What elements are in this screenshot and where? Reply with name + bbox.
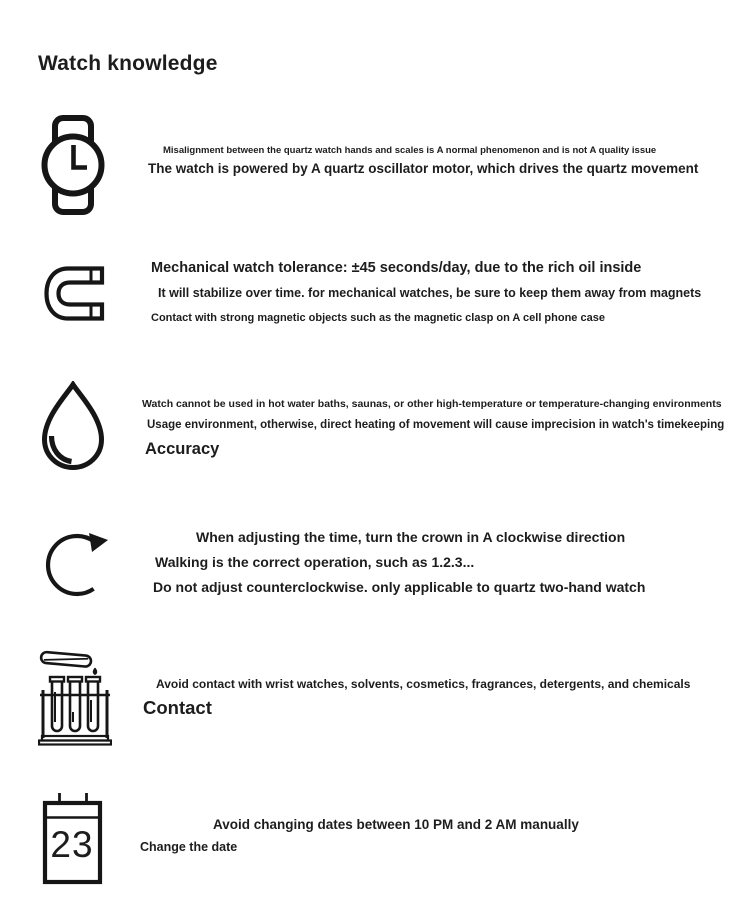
magnet-stabilize-text: It will stabilize over time. for mechanical watches, be sure to keep them away from magnets [158, 286, 702, 300]
clockwise-arrow-icon [44, 527, 112, 599]
hot-water-warning-text: Watch cannot be used in hot water baths, saunas, or other high-temperature or temperature-changing environments [142, 398, 722, 410]
calendar-day-number: 23 [50, 824, 94, 865]
contact-heading: Contact [143, 697, 212, 718]
avoid-chemicals-text: Avoid contact with wrist watches, solvents, cosmetics, fragrances, detergents, and chemicals [156, 677, 691, 691]
quartz-note-text: Misalignment between the quartz watch hands and scales is A normal phenomenon and is not A quality issue [163, 145, 657, 156]
magnet-icon [43, 264, 106, 323]
usage-environment-text: Usage environment, otherwise, direct heating of movement will cause imprecision in watch's timekeeping [147, 419, 725, 431]
change-date-text: Change the date [140, 840, 238, 854]
no-counterclockwise-text: Do not adjust counterclockwise. only applicable to quartz two-hand watch [153, 579, 646, 595]
wristwatch-icon [40, 114, 106, 216]
avoid-date-change-text: Avoid changing dates between 10 PM and 2 AM manually [213, 817, 579, 832]
magnet-tolerance-text: Mechanical watch tolerance: ±45 seconds/day, due to the rich oil inside [151, 260, 642, 276]
quartz-main-text: The watch is powered by A quartz oscillator motor, which drives the quartz movement [148, 161, 699, 176]
magnet-contact-text: Contact with strong magnetic objects such as the magnetic clasp on A cell phone case [151, 312, 605, 324]
test-tubes-icon [38, 648, 112, 746]
water-drop-icon [40, 381, 106, 471]
crown-clockwise-text: When adjusting the time, turn the crown in A clockwise direction [196, 529, 626, 545]
accuracy-heading: Accuracy [145, 440, 220, 458]
page-title: Watch knowledge [38, 52, 218, 76]
walking-operation-text: Walking is the correct operation, such as 1.2.3... [155, 554, 475, 570]
